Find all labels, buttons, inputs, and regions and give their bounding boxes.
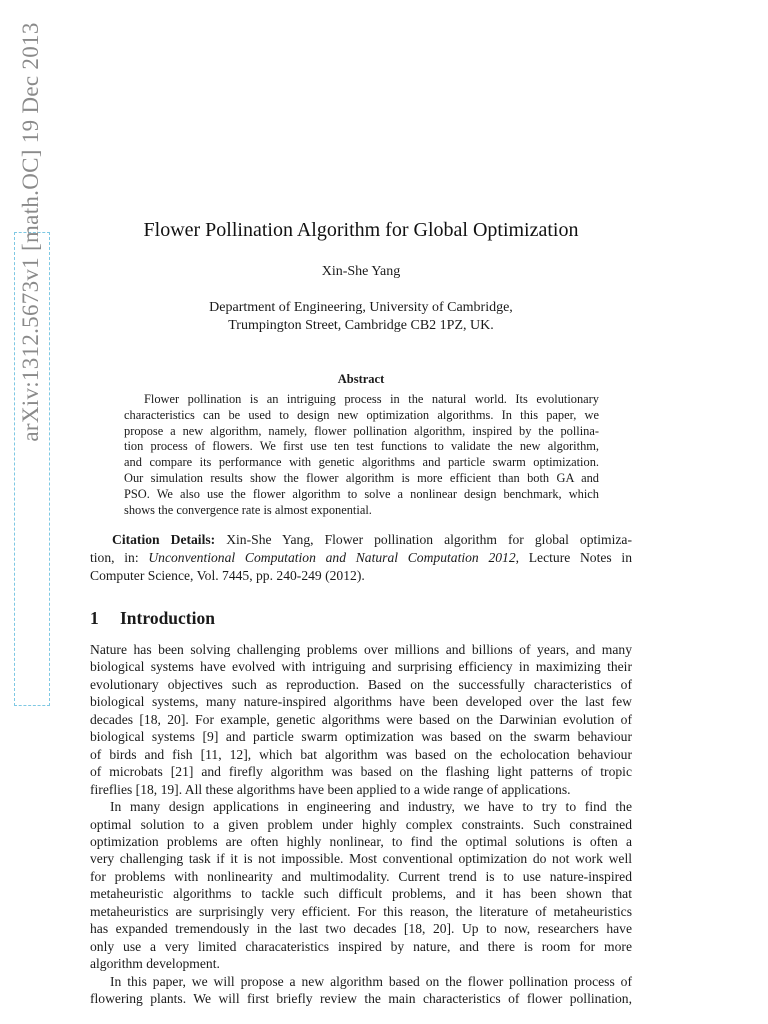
citation-venue: Unconventional Computation and Natural Computation 2012 bbox=[148, 550, 516, 565]
citation-details bbox=[90, 531, 632, 585]
abstract-line: characteristics can be used to design new optimization algorithms. In this paper, we bbox=[124, 407, 599, 422]
citation-text: tion, in: bbox=[90, 550, 149, 565]
paragraph-line: In this paper, we will propose a new algorithm based on the flower pollination process of bbox=[110, 973, 632, 989]
section-heading bbox=[90, 606, 632, 630]
paper-title: Flower Pollination Algorithm for Global Optimization bbox=[143, 219, 579, 241]
paragraph-line: flowering plants. We will first briefly review the main characteristics of flower pollination, bbox=[90, 991, 632, 1007]
paragraph-line: of birds and fish [11, 12], which bat algorithm was based on the echolocation behaviour bbox=[90, 746, 632, 762]
paragraph-line: fireflies [18, 19]. All these algorithms have been applied to a wide range of applications. bbox=[90, 781, 571, 797]
abstract-line: PSO. We also use the flower algorithm to solve a nonlinear design benchmark, which bbox=[124, 486, 599, 501]
citation-label: Citation Details: bbox=[112, 532, 216, 547]
paragraph-line: very challenging task if it is not impossible. Most conventional optimization do not work well bbox=[90, 851, 632, 867]
citation-line bbox=[90, 531, 632, 549]
citation-line bbox=[90, 549, 632, 567]
citation-line: Computer Science, Vol. 7445, pp. 240-249 (2012). bbox=[90, 568, 365, 583]
abstract-body bbox=[124, 392, 599, 518]
introduction-body bbox=[90, 641, 632, 1008]
paragraph-line: of microbats [21] and firefly algorithm was based on the flashing light patterns of tropic bbox=[90, 764, 632, 780]
affiliation-line: Department of Engineering, University of Cambridge, bbox=[209, 300, 513, 315]
paragraph-line: algorithm development. bbox=[90, 956, 220, 972]
paragraph-line: metaheuristic algorithms to tackle such difficult problems, and it has been shown that bbox=[90, 886, 632, 902]
author-affiliation bbox=[90, 299, 632, 335]
abstract-line: and compare its performance with genetic algorithms and particle swarm optimization. bbox=[124, 455, 599, 470]
paper-author: Xin-She Yang bbox=[321, 264, 401, 279]
citation-text: , Lecture Notes in bbox=[515, 550, 632, 565]
section-number: 1 bbox=[90, 608, 99, 628]
paragraph-line: only use a very limited characateristics inspired by nature, and there is room for more bbox=[90, 938, 632, 954]
paragraph-line: optimal solution to a given problem under highly complex constraints. Such constrained bbox=[90, 816, 632, 832]
paragraph-line: biological systems, many nature-inspired algorithms have been developed over the last few bbox=[90, 694, 632, 710]
paragraph-line: optimization problems are often highly nonlinear, to find the optimal solutions is often a bbox=[90, 833, 632, 849]
paragraph-line: has expanded tremendously in the last two decades [18, 20]. Up to now, researchers have bbox=[90, 921, 632, 937]
paragraph-line: evolutionary objectives such as reproduction. Based on the successfully characteristics of bbox=[90, 676, 632, 692]
paragraph-line: Nature has been solving challenging problems over millions and billions of years, and many bbox=[90, 642, 632, 657]
abstract-line: Our simulation results show the flower algorithm is more efficient than both GA and bbox=[124, 470, 599, 485]
abstract-line: shows the convergence rate is almost exponential. bbox=[124, 502, 372, 517]
paragraph-line: for problems with nonlinearity and multimodality. Current trend is to use nature-inspired bbox=[90, 868, 632, 884]
abstract-line: tion process of flowers. We first use ten test functions to validate the new algorithm, bbox=[124, 439, 599, 454]
affiliation-line: Trumpington Street, Cambridge CB2 1PZ, UK. bbox=[228, 318, 494, 333]
paragraph-line: biological systems [9] and particle swarm optimization was based on the swarm behaviour bbox=[90, 729, 632, 745]
paragraph-line: metaheuristics are surprisingly very efficient. For this reason, the literature of metaheuristics bbox=[90, 903, 632, 919]
abstract-line: Flower pollination is an intriguing process in the natural world. Its evolutionary bbox=[144, 392, 599, 406]
citation-text: Xin-She Yang, Flower pollination algorithm for global optimiza- bbox=[215, 532, 632, 547]
paragraph-line: In many design applications in engineering and industry, we have to try to find the bbox=[110, 799, 632, 815]
section-title: Introduction bbox=[120, 608, 215, 628]
arxiv-identifier-stamp: arXiv:1312.5673v1 [math.OC] 19 Dec 2013 bbox=[18, 22, 43, 442]
paragraph-line: decades [18, 20]. For example, genetic algorithms were based on the Darwinian evolution of bbox=[90, 711, 632, 727]
paragraph-line: biological systems have evolved with intriguing and surprising efficiency in maximizing their bbox=[90, 659, 632, 675]
abstract-heading: Abstract bbox=[337, 372, 385, 386]
abstract-line: propose a new algorithm, namely, flower pollination algorithm, inspired by the pollina- bbox=[124, 423, 599, 438]
